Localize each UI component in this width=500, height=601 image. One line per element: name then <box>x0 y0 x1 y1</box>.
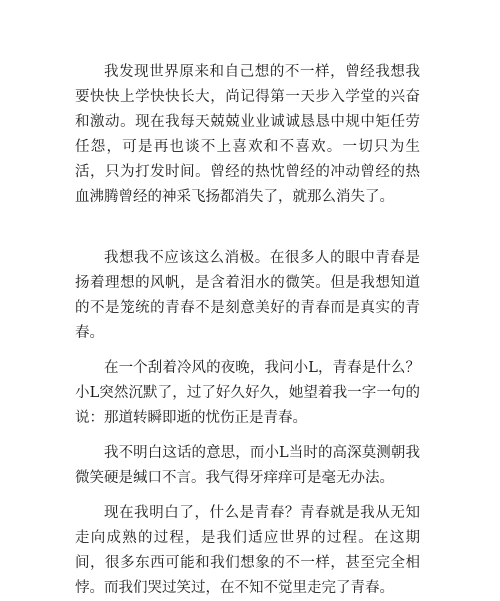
paragraph-5: 现在我明白了，什么是青春？青春就是我从无知走向成熟的过程，是我们适应世界的过程。在这期间，很多东西可能和我们想象的不一样，甚至完全相悖。而我们哭过笑过，在不知不觉里走完了青春。 <box>75 505 420 596</box>
document-body <box>75 60 420 601</box>
paragraph-1: 我发现世界原来和自己想的不一样，曾经我想我要快快上学快快长大，尚记得第一天步入学堂的兴奋和激动。现在我每天兢兢业业诚诚恳恳中规中矩任劳任怨，可是再也谈不上喜欢和不喜欢。一切只为生活，只为打发时间。曾经的热忱曾经的冲动曾经的热血沸腾曾经的神采飞扬都消失了，就那么消失了。 <box>75 64 420 205</box>
paragraph-4: 我不明白这话的意思，而小L当时的高深莫测朝我微笑硬是缄口不言。我气得牙痒痒可是毫无办法。 <box>75 445 420 486</box>
paragraph-2: 我想我不应该这么消极。在很多人的眼中青春是扬着理想的风帆，是含着泪水的微笑。但是我想知道的不是笼统的青春不是刻意美好的青春而是真实的青春。 <box>75 250 420 341</box>
paragraph-3: 在一个刮着冷风的夜晚，我问小L，青春是什么？小L突然沉默了，过了好久好久，她望着我一字一句的说：那道转瞬即逝的忧伤正是青春。 <box>75 360 420 426</box>
